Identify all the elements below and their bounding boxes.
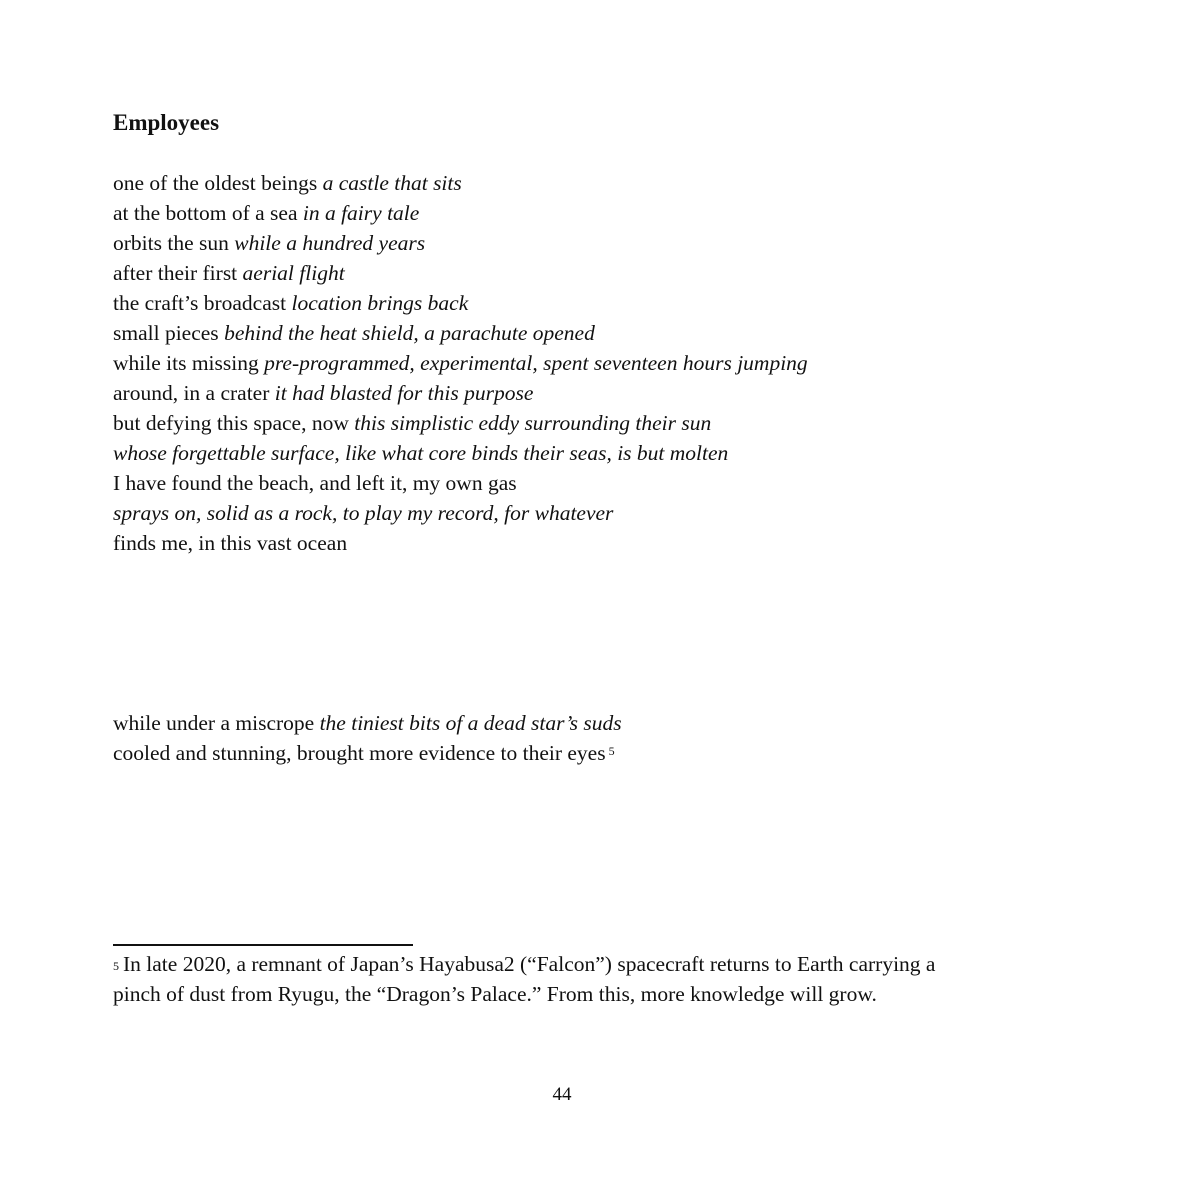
poem-line xyxy=(113,438,808,468)
line-italic-text: whose forgettable surface, like what core binds their seas, is but molten xyxy=(113,441,729,465)
line-plain-text: small pieces xyxy=(113,321,225,345)
poem-line xyxy=(113,408,808,438)
footnote-text: In late 2020, a remnant of Japan’s Hayabusa2 (“Falcon”) spacecraft returns to Earth carrying a xyxy=(123,952,936,976)
poem-line xyxy=(113,498,808,528)
poem-line xyxy=(113,468,808,498)
line-plain-text: around, in a crater xyxy=(113,381,275,405)
poem-line xyxy=(113,348,808,378)
poem-line xyxy=(113,258,808,288)
poem-line xyxy=(113,168,808,198)
line-italic-text: while a hundred years xyxy=(234,231,426,255)
line-italic-text: behind the heat shield, a parachute opened xyxy=(224,321,595,345)
poem-line xyxy=(113,318,808,348)
line-plain-text: while its missing xyxy=(113,351,265,375)
line-italic-text: a castle that sits xyxy=(322,171,462,195)
line-italic-text: aerial flight xyxy=(242,261,345,285)
poem-line xyxy=(113,228,808,258)
poem-line xyxy=(113,738,622,768)
page-number: 44 xyxy=(552,1084,572,1105)
line-plain-text: finds me, in this vast ocean xyxy=(113,531,348,555)
footnote-line xyxy=(113,949,1073,979)
poem-line xyxy=(113,708,622,738)
poem-title: Employees xyxy=(113,110,220,135)
line-italic-text: location brings back xyxy=(291,291,469,315)
line-plain-text: at the bottom of a sea xyxy=(113,201,303,225)
footnote-mark: 5 xyxy=(113,959,119,973)
poem-line xyxy=(113,198,808,228)
line-italic-text: in a fairy tale xyxy=(302,201,420,225)
line-plain-text: after their first xyxy=(113,261,243,285)
line-italic-text: pre-programmed, experimental, spent seventeen hours jumping xyxy=(264,351,808,375)
line-plain-text: orbits the sun xyxy=(113,231,235,255)
line-plain-text: while under a miscrope xyxy=(113,711,320,735)
stanza-1 xyxy=(113,168,808,558)
line-plain-text: but defying this space, now xyxy=(113,411,355,435)
poem-line xyxy=(113,378,808,408)
footnote xyxy=(113,949,1073,1009)
line-plain-text: the craft’s broadcast xyxy=(113,291,292,315)
stanza-2 xyxy=(113,708,622,768)
footnote-divider xyxy=(113,944,413,946)
poem-line xyxy=(113,528,808,558)
line-italic-text: sprays on, solid as a rock, to play my record, for whatever xyxy=(113,501,614,525)
line-plain-text: I have found the beach, and left it, my own gas xyxy=(113,471,517,495)
footnote-text: pinch of dust from Ryugu, the “Dragon’s Palace.” From this, more knowledge will grow. xyxy=(113,982,877,1006)
line-italic-text: this simplistic eddy surrounding their sun xyxy=(354,411,712,435)
line-plain-text: one of the oldest beings xyxy=(113,171,323,195)
line-italic-text: it had blasted for this purpose xyxy=(274,381,534,405)
poem-line xyxy=(113,288,808,318)
footnote-line xyxy=(113,979,1073,1009)
footnote-reference: 5 xyxy=(608,744,615,758)
line-italic-text: the tiniest bits of a dead star’s suds xyxy=(319,711,622,735)
line-plain-text: cooled and stunning, brought more evidence to their eyes xyxy=(113,741,606,765)
